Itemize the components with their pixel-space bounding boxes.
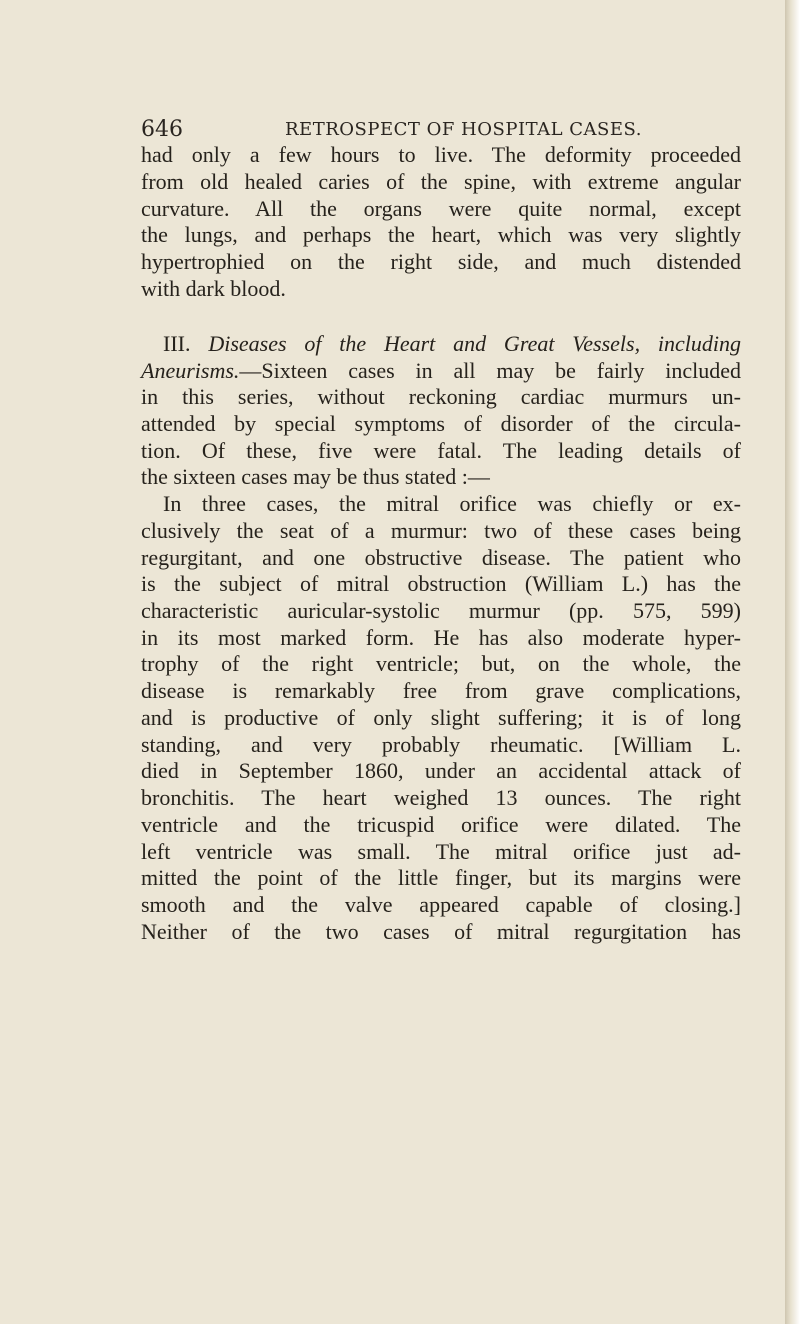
section-text: —Sixteen cases in all may be fairly included <box>239 358 741 383</box>
running-head: RETROSPECT OF HOSPITAL CASES. <box>285 119 642 140</box>
text-line: died in September 1860, under an accidental attack of <box>141 758 741 783</box>
text-line: mitted the point of the little finger, but its margins were <box>141 865 741 890</box>
section-heading-line <box>163 331 741 357</box>
text-line: Neither of the two cases of mitral regurgitation has <box>141 919 741 944</box>
text-line: in its most marked form. He has also moderate hyper- <box>141 625 741 650</box>
text-line: curvature. All the organs were quite normal, except <box>141 196 741 221</box>
text-line: left ventricle was small. The mitral orifice just ad- <box>141 839 741 864</box>
text-line: smooth and the valve appeared capable of closing.] <box>141 892 741 917</box>
text-line: is the subject of mitral obstruction (William L.) has the <box>141 571 741 596</box>
text-line: from old healed caries of the spine, with extreme angular <box>141 169 741 194</box>
section-heading: Diseases of the Heart and Great Vessels, including <box>208 331 742 356</box>
text-line: In three cases, the mitral orifice was chiefly or ex- <box>163 491 741 516</box>
text-line: hypertrophied on the right side, and much distended <box>141 249 741 274</box>
text-line: and is productive of only slight suffering; it is of long <box>141 705 741 730</box>
text-line: bronchitis. The heart weighed 13 ounces. The right <box>141 785 741 810</box>
text-line: the lungs, and perhaps the heart, which was very slightly <box>141 222 741 247</box>
section-heading-line-2 <box>141 358 741 384</box>
text-line: in this series, without reckoning cardiac murmurs un- <box>141 384 741 409</box>
section-heading-cont: Aneurisms. <box>141 358 240 383</box>
text-line: characteristic auricular-systolic murmur (pp. 575, 599) <box>141 598 741 623</box>
text-line: with dark blood. <box>141 276 286 301</box>
text-line: clusively the seat of a murmur: two of these cases being <box>141 518 741 543</box>
page-number: 646 <box>141 117 183 142</box>
text-line: regurgitant, and one obstructive disease. The patient who <box>141 545 741 570</box>
text-line: ventricle and the tricuspid orifice were dilated. The <box>141 812 741 837</box>
page-header <box>141 115 741 145</box>
text-line: standing, and very probably rheumatic. [William L. <box>141 732 741 757</box>
text-line: disease is remarkably free from grave complications, <box>141 678 741 703</box>
section-number: III. <box>163 331 191 356</box>
text-line: trophy of the right ventricle; but, on the whole, the <box>141 651 741 676</box>
text-line: attended by special symptoms of disorder of the circula- <box>141 411 741 436</box>
text-line: had only a few hours to live. The deformity proceeded <box>141 142 741 167</box>
text-line: tion. Of these, five were fatal. The leading details of <box>141 438 741 463</box>
text-line: the sixteen cases may be thus stated :— <box>141 464 490 489</box>
page-edge <box>785 0 800 1324</box>
